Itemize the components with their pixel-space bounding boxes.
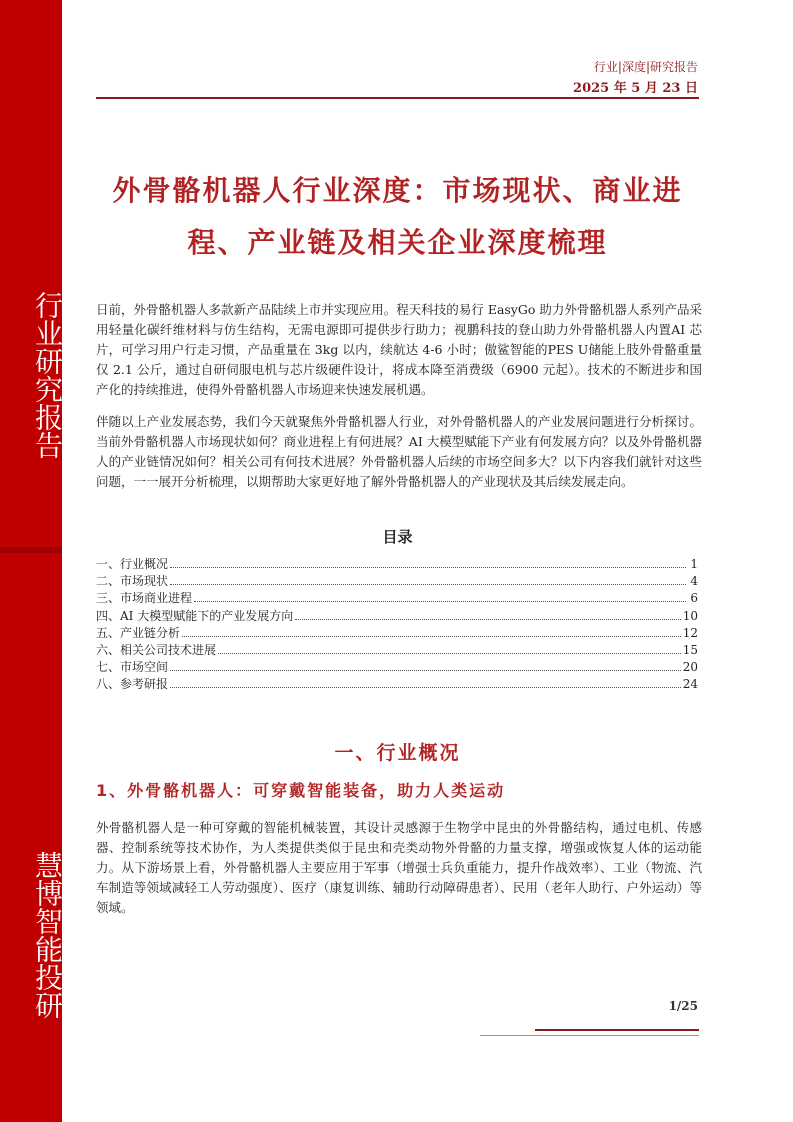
toc-item-page: 15 [682, 643, 698, 658]
header-divider [96, 97, 699, 99]
toc-item[interactable] [96, 642, 698, 659]
document-title: 外骨骼机器人行业深度：市场现状、商业进程、产业链及相关企业深度梳理 [112, 174, 683, 259]
toc-item[interactable] [96, 676, 698, 693]
toc-item-page: 20 [682, 660, 698, 675]
toc-item-label: 三、市场商业进程 [96, 591, 193, 606]
table-of-contents [96, 556, 698, 694]
toc-item-label: 八、参考研报 [96, 677, 169, 692]
toc-item-label: 五、产业链分析 [96, 625, 181, 640]
toc-item-label: 一、行业概况 [96, 557, 169, 571]
sidebar-divider [0, 547, 62, 553]
toc-item-page: 4 [690, 574, 698, 589]
toc-item-label: 六、相关公司技术进展 [96, 643, 217, 658]
toc-item[interactable] [96, 556, 698, 573]
toc-title: 目录 [382, 528, 413, 546]
toc-item-label: 二、市场现状 [96, 574, 169, 589]
section-body: 外骨骼机器人是一种可穿戴的智能机械装置，其设计灵感源于生物学中昆虫的外骨骼结构，通过电机、传感器、控制系统等技术协作，为人类提供类似于昆虫和壳类动物外骨骼的力量支撑，增强或恢复人体的运动能力。从下游场景上看，外骨骼机器人主要应用于军事（增强士兵负重能力，提升作战效率）、工业（物流、汽车制造等领域减轻工人劳动强度）、医疗（康复训练、辅助行动障碍患者）、民用（老年人助行、户外运动）等领域。 [96, 820, 702, 915]
toc-item[interactable] [96, 625, 698, 642]
toc-leader [182, 626, 681, 637]
toc-item[interactable] [96, 659, 698, 676]
toc-leader [218, 643, 681, 654]
toc-item-page: 10 [682, 608, 698, 623]
toc-item-page: 12 [682, 625, 698, 640]
toc-item-label: 四、AI 大模型赋能下的产业发展方向 [96, 608, 294, 623]
section-subheading: 1、外骨骼机器人：可穿戴智能装备，助力人类运动 [96, 781, 506, 800]
toc-item[interactable] [96, 590, 698, 607]
toc-item-page: 6 [690, 591, 698, 606]
page-number: 1/25 [668, 999, 698, 1013]
toc-leader [170, 677, 681, 688]
toc-leader [295, 609, 680, 620]
toc-item[interactable] [96, 608, 698, 625]
sidebar-top-label: 行业研究报告 [31, 291, 64, 459]
toc-item-label: 七、市场空间 [96, 660, 169, 675]
report-date: 2025 年 5 月 23 日 [573, 81, 698, 96]
toc-leader [194, 591, 686, 602]
toc-leader [170, 574, 686, 585]
intro-paragraph-1: 日前，外骨骼机器人多款新产品陆续上市并实现应用。程天科技的易行 EasyGo 助力外骨骼机器人系列产品采用轻量化碳纤维材料与仿生结构，无需电源即可提供步行助力；视鹏科技的登山助力外骨骼机器人内置AI 芯片，可学习用户行走习惯，产品重量在 3kg 以内，续航达 4-6 小时；傲鲨智能的PES U储能上肢外骨骼重量仅 2.1 公斤，通过自研伺服电机与芯片级硬件设计，将成本降至消费级（6900 元起）。技术的不断进步和国产化的持续推进，使得外骨骼机器人市场迎来快速发展机遇。 [96, 302, 702, 397]
toc-leader [170, 660, 681, 671]
toc-item[interactable] [96, 573, 698, 590]
toc-leader [170, 557, 686, 568]
report-tags: 行业|深度|研究报告 [593, 60, 698, 74]
toc-item-page: 1 [690, 557, 698, 571]
footer-divider-thin [480, 1035, 699, 1036]
sidebar [0, 0, 62, 1122]
section-heading: 一、行业概况 [334, 742, 461, 764]
intro-paragraph-2: 伴随以上产业发展态势，我们今天就聚焦外骨骼机器人行业，对外骨骼机器人的产业发展问题进行分析探讨。当前外骨骼机器人市场现状如何？商业进程上有何进展？AI 大模型赋能下产业有何发展方向？以及外骨骼机器人的产业链情况如何？相关公司有何技术进展？外骨骼机器人后续的市场空间多大？以下内容我们就针对这些问题，一一展开分析梳理，以期帮助大家更好地了解外骨骼机器人的产业现状及其后续发展走向。 [96, 414, 702, 489]
footer-divider [535, 1029, 699, 1031]
sidebar-bottom-label: 慧博智能投研 [31, 851, 64, 1019]
toc-item-page: 24 [682, 677, 698, 692]
